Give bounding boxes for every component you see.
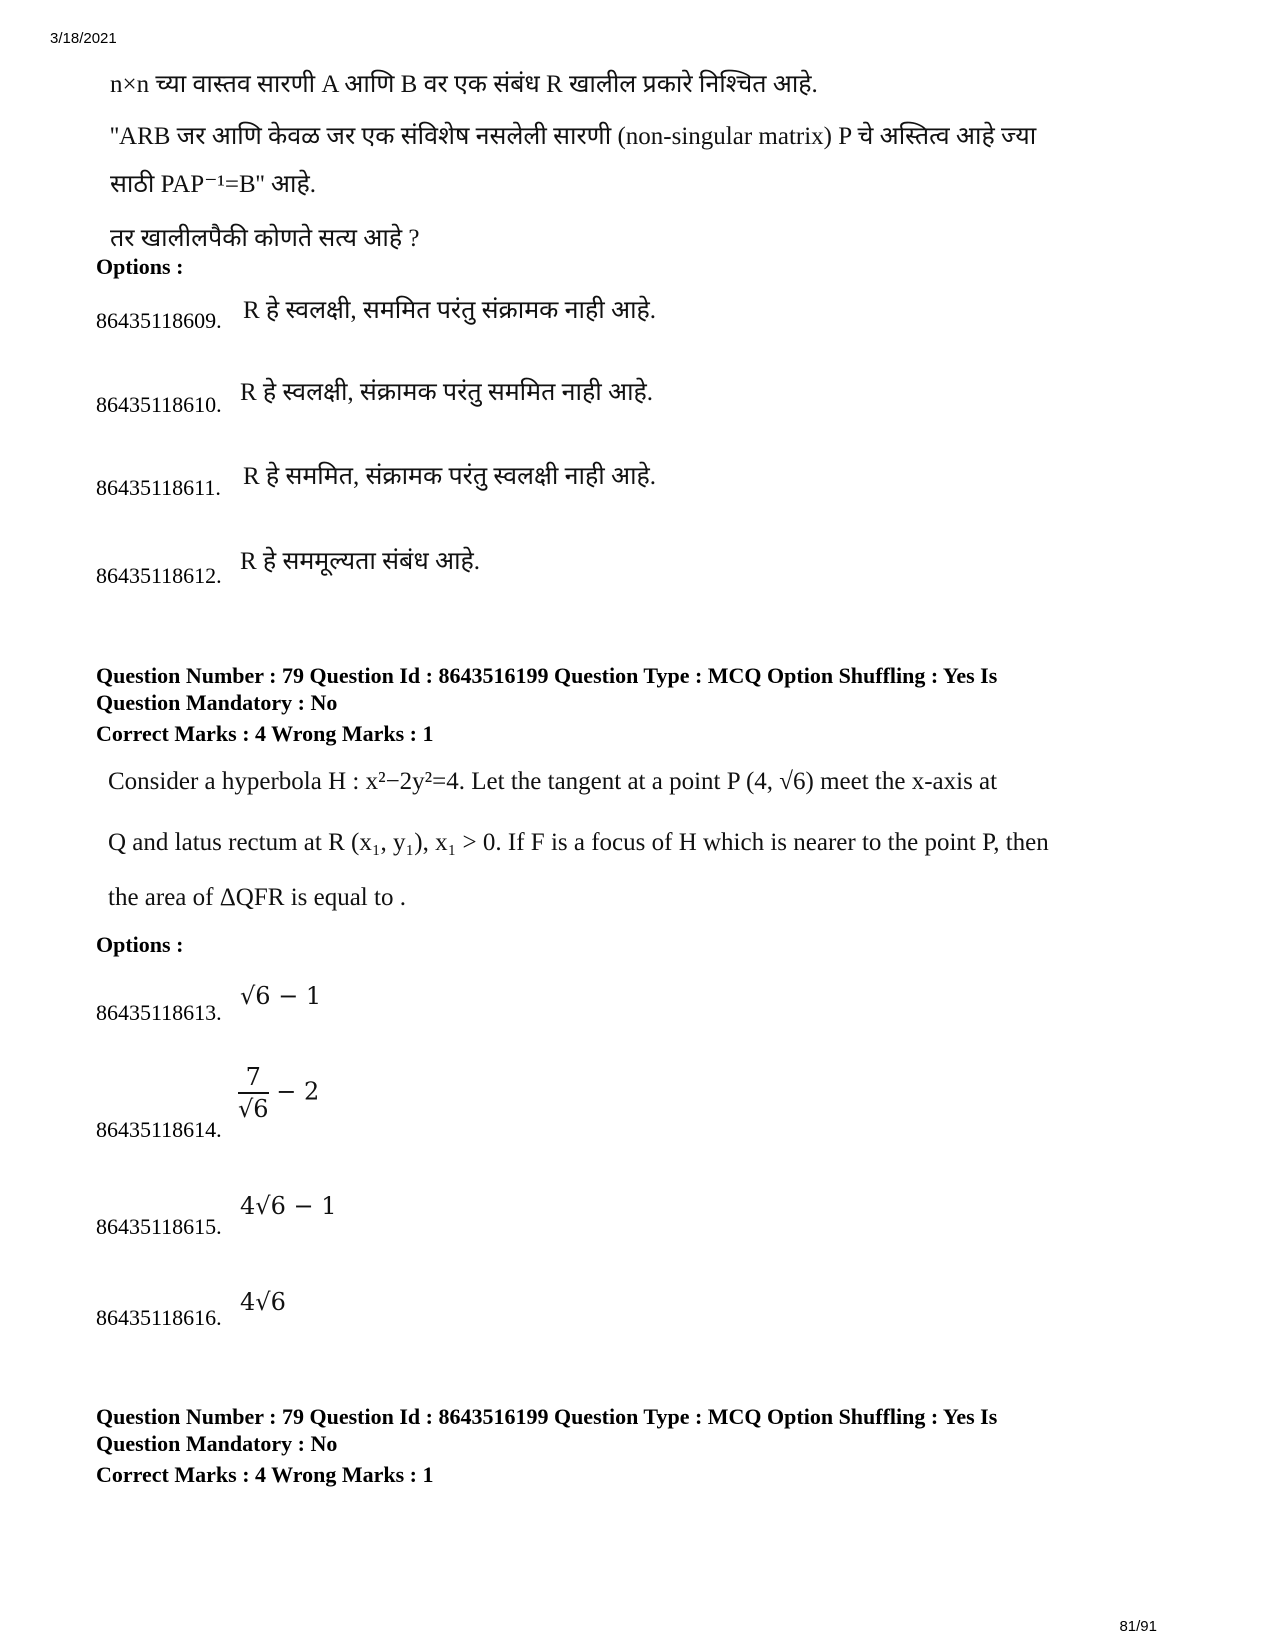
question-meta-line-2: Question Mandatory : No — [96, 1431, 338, 1456]
question-text-line-4: तर खालीलपैकी कोणते सत्य आहे ? — [110, 225, 420, 252]
question-text-line-1: Consider a hyperbola H : x²−2y²=4. Let the tangent at a point P (4, √6) meet the x-axis at — [108, 768, 998, 795]
option-math-fraction — [238, 1062, 319, 1124]
question-text-line-3: साठी PAP⁻¹=B'' आहे. — [110, 171, 316, 198]
page-date: 3/18/2021 — [50, 30, 117, 47]
option-math: 4√6 — [240, 1288, 286, 1316]
fraction — [238, 1062, 269, 1124]
options-label: Options : — [96, 254, 184, 279]
option-text: R हे स्वलक्षी, सममित परंतु संक्रामक नाही आहे. — [243, 297, 657, 324]
question-text-line-1: n×n च्या वास्तव सारणी A आणि B वर एक संबंध R खालील प्रकारे निश्चित आहे. — [110, 71, 818, 98]
options-label: Options : — [96, 932, 184, 957]
option-id: 86435118609. — [96, 308, 222, 333]
option-id: 86435118610. — [96, 392, 222, 417]
question-meta-line-1: Question Number : 79 Question Id : 8643516199 Question Type : MCQ Option Shuffling : Yes Is — [96, 663, 998, 688]
question-text-line-2: Q and latus rectum at R (x₁, y₁), x₁ > 0. If F is a focus of H which is nearer to the point P, then — [108, 829, 1049, 856]
option-math: 4√6 − 1 — [240, 1192, 337, 1220]
option-id: 86435118614. — [96, 1117, 222, 1142]
option-math: √6 − 1 — [240, 982, 322, 1010]
question-text-line-2: ''ARB जर आणि केवळ जर एक संविशेष नसलेली सारणी (non-singular matrix) P चे अस्तित्व आहे ज्या — [110, 123, 1037, 150]
question-meta-line-2: Question Mandatory : No — [96, 690, 338, 715]
question-meta-line-1: Question Number : 79 Question Id : 8643516199 Question Type : MCQ Option Shuffling : Yes Is — [96, 1404, 998, 1429]
question-meta-line-3: Correct Marks : 4 Wrong Marks : 1 — [96, 1462, 434, 1487]
option-id: 86435118615. — [96, 1214, 222, 1239]
option-text: R हे सममूल्यता संबंध आहे. — [240, 548, 481, 575]
option-id: 86435118611. — [96, 475, 221, 500]
option-id: 86435118616. — [96, 1305, 222, 1330]
fraction-rest: − 2 — [276, 1077, 320, 1106]
option-text: R हे स्वलक्षी, संक्रामक परंतु सममित नाही आहे. — [240, 379, 654, 406]
option-id: 86435118613. — [96, 1000, 222, 1025]
fraction-numerator: 7 — [238, 1062, 269, 1094]
option-id: 86435118612. — [96, 563, 222, 588]
question-meta-line-3: Correct Marks : 4 Wrong Marks : 1 — [96, 721, 434, 746]
page-number: 81/91 — [1119, 1618, 1157, 1635]
option-text: R हे सममित, संक्रामक परंतु स्वलक्षी नाही आहे. — [243, 463, 657, 490]
question-text-line-3: the area of ΔQFR is equal to . — [108, 884, 406, 911]
fraction-denominator: √6 — [238, 1095, 269, 1123]
